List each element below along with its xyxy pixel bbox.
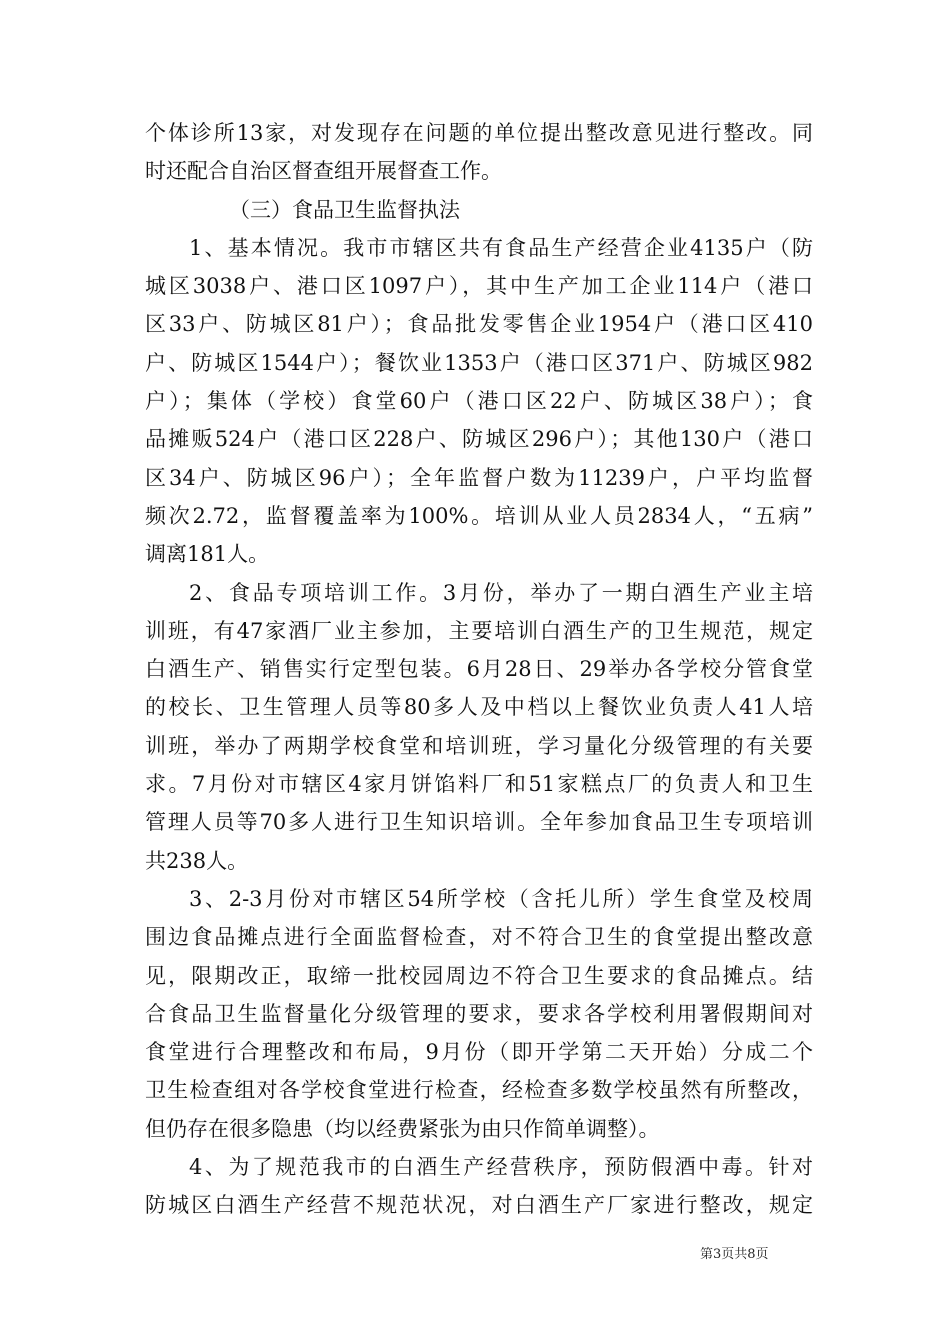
paragraph-start: 2、食品专项培训工作。3月份，举办了一期白酒生产业主培 xyxy=(189,580,813,605)
paragraph-start: 4、为了规范我市的白酒生产经营秩序，预防假酒中毒。针对 xyxy=(189,1155,813,1180)
text-line: 但仍存在很多隐患（均以经费紧张为由只作简单调整）。 xyxy=(145,1116,660,1141)
text-line: 围边食品摊点进行全面监督检查，对不符合卫生的食堂提出整改意 xyxy=(145,925,813,950)
text-line: 时还配合自治区督查组开展督查工作。 xyxy=(145,159,502,184)
text-line: 区33户、防城区81户）；食品批发零售企业1954户（港口区410 xyxy=(145,312,813,337)
text-line: 户、防城区1544户）；餐饮业1353户（港口区371户、防城区982 xyxy=(145,350,813,375)
text-line: 共238人。 xyxy=(145,848,249,873)
section-heading: （三）食品卫生监督执法 xyxy=(229,197,460,222)
text-line: 频次2.72，监督覆盖率为100%。培训从业人员2834人，“五病” xyxy=(145,503,813,528)
text-line: 城区3038户、港口区1097户），其中生产加工企业114户（港口 xyxy=(145,274,813,299)
page-number: 第3页共8页 xyxy=(700,1247,769,1262)
text-line: 区34户、防城区96户）；全年监督户数为11239户，户平均监督 xyxy=(145,465,813,490)
text-line: 训班，举办了两期学校食堂和培训班，学习量化分级管理的有关要 xyxy=(145,733,813,758)
paragraph-start: 1、基本情况。我市市辖区共有食品生产经营企业4135户（防 xyxy=(189,235,813,260)
text-line: 卫生检查组对各学校食堂进行检查，经检查多数学校虽然有所整改， xyxy=(145,1078,813,1103)
text-line: 白酒生产、销售实行定型包装。6月28日、29举办各学校分管食堂 xyxy=(145,657,813,682)
text-line: 调离181人。 xyxy=(145,542,270,567)
text-line: 品摊贩524户（港口区228户、防城区296户）；其他130户（港口 xyxy=(145,427,813,452)
paragraph-start: 3、2-3月份对市辖区54所学校（含托儿所）学生食堂及校周 xyxy=(189,886,813,911)
text-line: 户）；集体（学校）食堂60户（港口区22户、防城区38户）；食 xyxy=(145,389,813,414)
text-line: 训班，有47家酒厂业主参加，主要培训白酒生产的卫生规范，规定 xyxy=(145,618,813,643)
text-line: 防城区白酒生产经营不规范状况，对白酒生产厂家进行整改，规定 xyxy=(145,1193,813,1218)
document-body xyxy=(145,114,813,1225)
text-line: 个体诊所13家，对发现存在问题的单位提出整改意见进行整改。同 xyxy=(145,121,813,145)
text-line: 见，限期改正，取缔一批校园周边不符合卫生要求的食品摊点。结 xyxy=(145,963,813,988)
text-line: 求。7月份对市辖区4家月饼馅料厂和51家糕点厂的负责人和卫生 xyxy=(145,772,813,797)
text-line: 管理人员等70多人进行卫生知识培训。全年参加食品卫生专项培训 xyxy=(145,810,813,835)
text-line: 合食品卫生监督量化分级管理的要求，要求各学校利用署假期间对 xyxy=(145,1001,813,1026)
text-line: 食堂进行合理整改和布局，9月份（即开学第二天开始）分成二个 xyxy=(145,1040,813,1065)
text-line: 的校长、卫生管理人员等80多人及中档以上餐饮业负责人41人培 xyxy=(145,695,813,720)
